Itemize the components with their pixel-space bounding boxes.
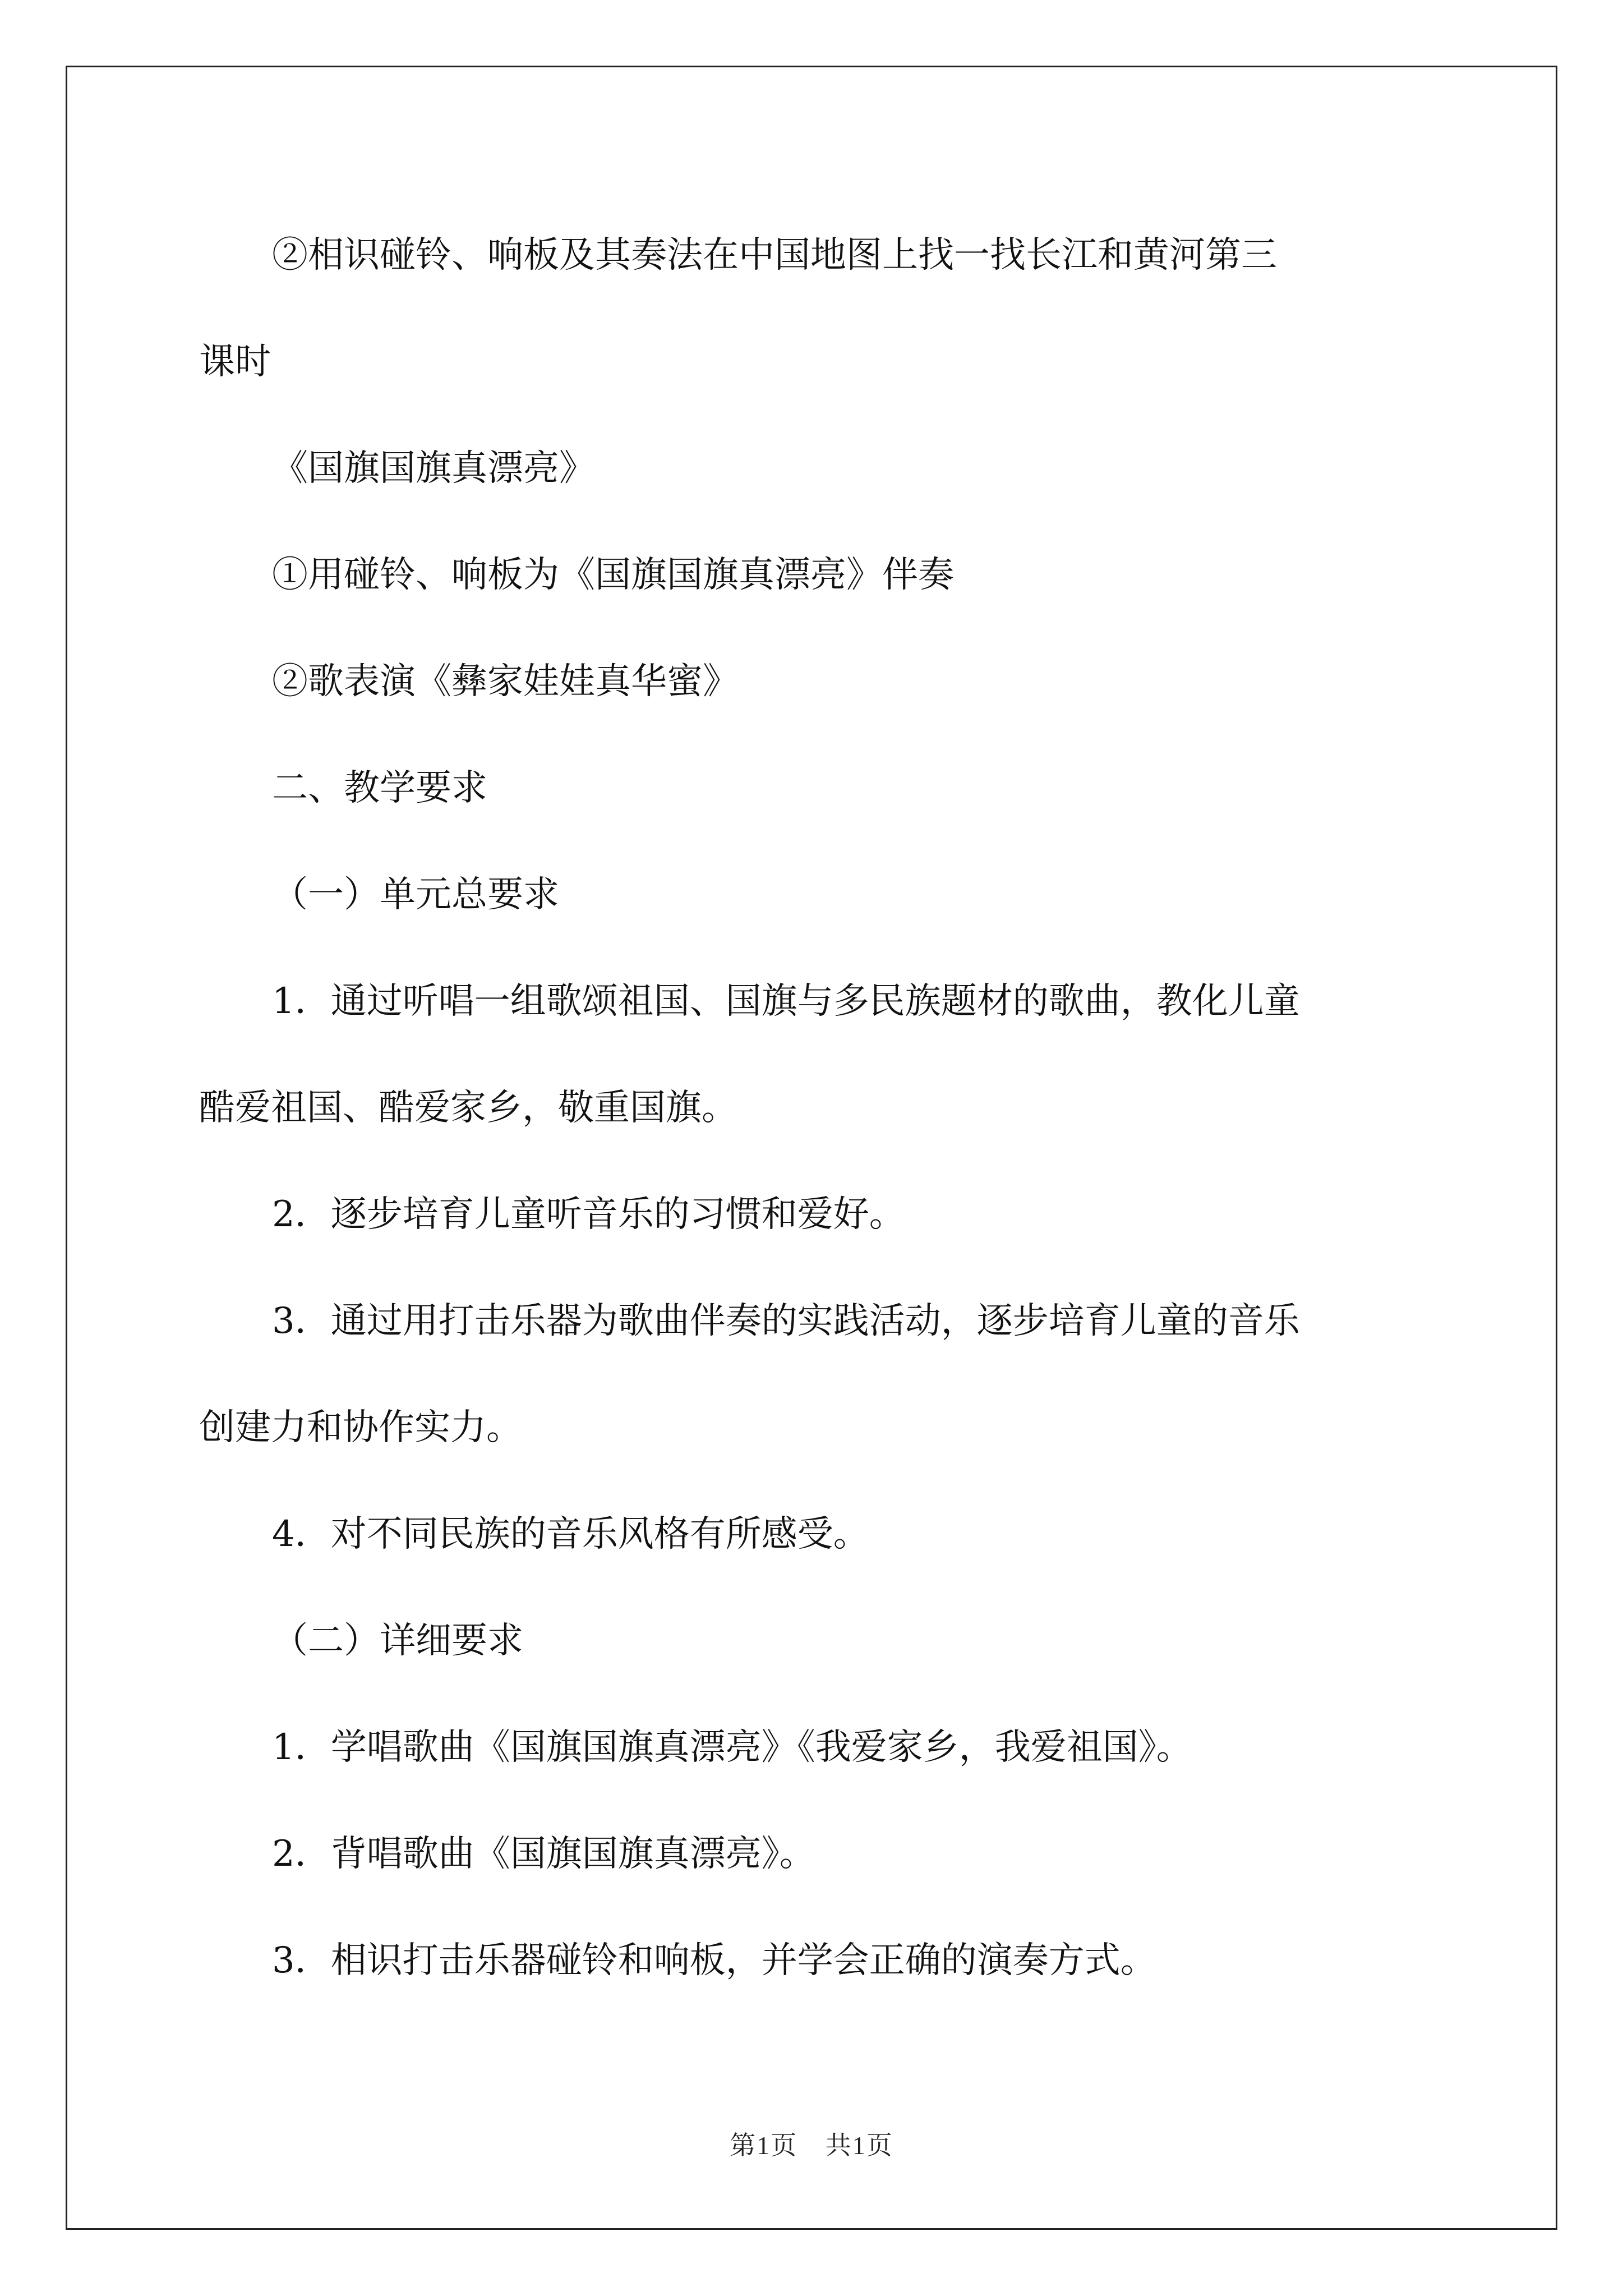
paragraph: 3．相识打击乐器碰铃和响板，并学会正确的演奏方式。 (272, 1940, 1156, 1981)
paragraph: ②歌表演《彝家娃娃真华蜜》 (272, 661, 739, 702)
subsection-heading: （二）详细要求 (272, 1620, 523, 1662)
paragraph: 3．通过用打击乐器为歌曲伴奏的实践活动，逐步培育儿童的音乐 (272, 1300, 1300, 1342)
paragraph: 课时 (199, 341, 271, 383)
paragraph: 创建力和协作实力。 (199, 1407, 522, 1448)
paragraph: 《国旗国旗真漂亮》 (272, 448, 595, 489)
document-body (199, 202, 1436, 2014)
paragraph: 2．逐步培育儿童听音乐的习惯和爱好。 (272, 1194, 905, 1235)
page-total: 共1页 (825, 2131, 893, 2160)
paragraph: 1．学唱歌曲《国旗国旗真漂亮》《我爱家乡，我爱祖国》。 (272, 1727, 1192, 1768)
paragraph: 1．通过听唱一组歌颂祖国、国旗与多民族题材的歌曲，教化儿童 (272, 981, 1300, 1022)
paragraph: 酷爱祖国、酷爱家乡，敬重国旗。 (199, 1087, 737, 1129)
page-number: 第1页 (730, 2131, 798, 2160)
paragraph: ②相识碰铃、响板及其奏法在中国地图上找一找长江和黄河第三 (272, 234, 1277, 276)
paragraph: ①用碰铃、响板为《国旗国旗真漂亮》伴奏 (272, 554, 954, 596)
subsection-heading: （一）单元总要求 (272, 874, 559, 915)
section-heading: 二、教学要求 (272, 767, 487, 809)
paragraph: 4．对不同民族的音乐风格有所感受。 (272, 1513, 869, 1555)
page-footer (0, 2125, 1623, 2162)
paragraph: 2．背唱歌曲《国旗国旗真漂亮》。 (272, 1833, 815, 1875)
